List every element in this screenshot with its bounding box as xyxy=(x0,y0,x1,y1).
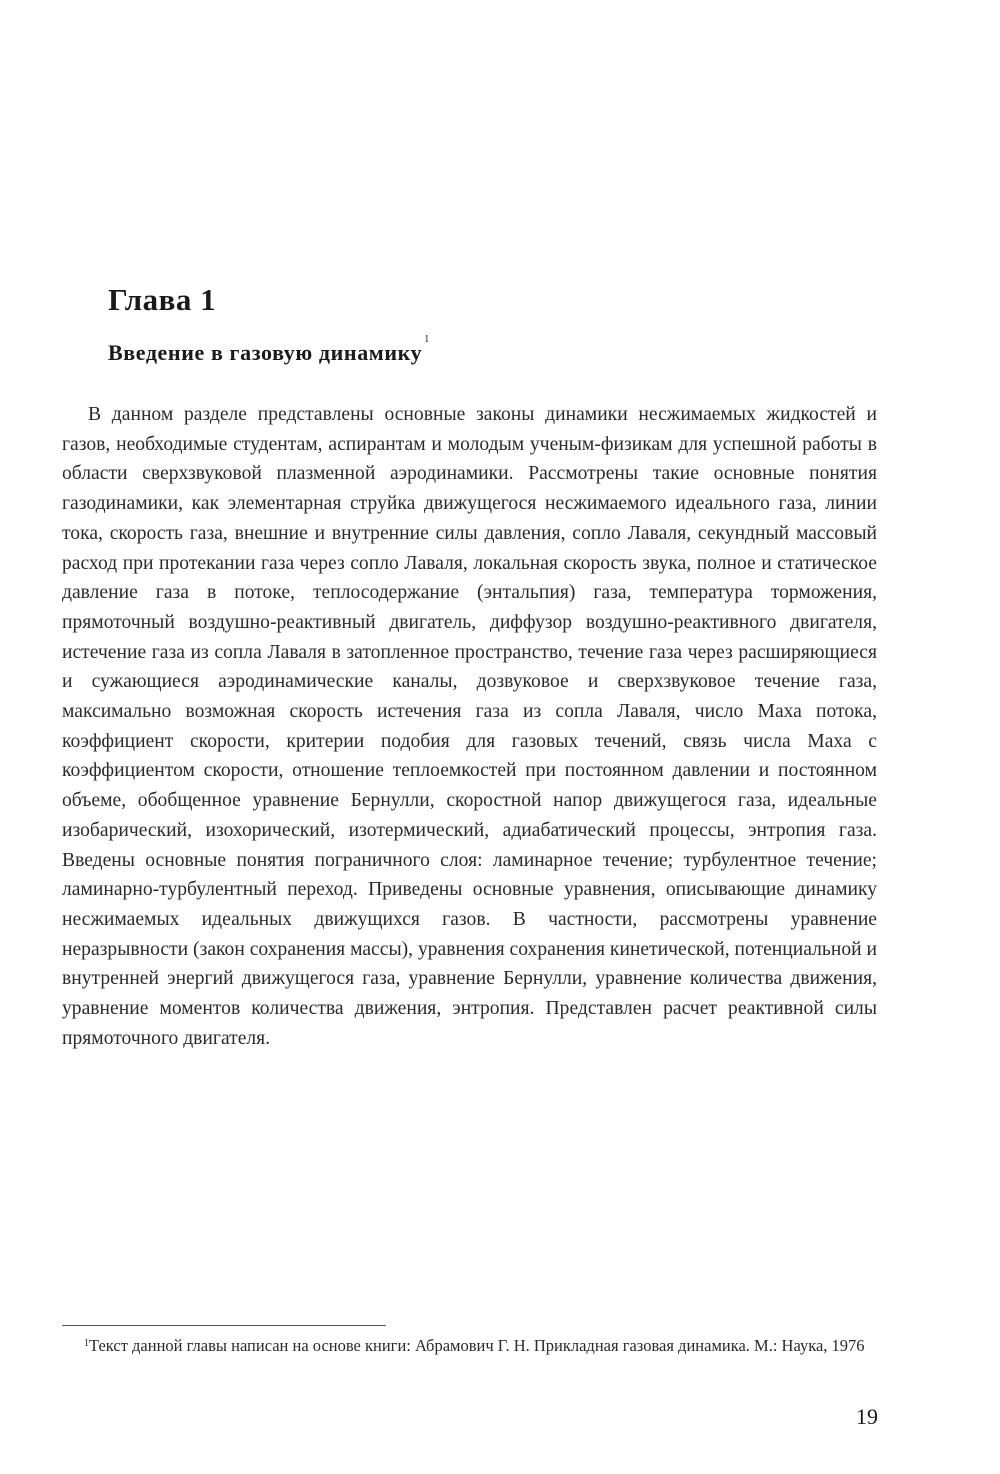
page-number: 19 xyxy=(856,1404,878,1429)
footnote-text: Текст данной главы написан на основе книги: Абрамович Г. Н. Прикладная газовая динамика. М.: Наука, 1976 xyxy=(89,1336,865,1355)
chapter-abstract-paragraph: В данном разделе представлены основные законы динамики несжимаемых жидкостей и газов, необходимые студентам, аспирантам и молодым ученым-физикам для успешной работы в области сверхзвуковой плазменной аэродинамики. Рассмотрены такие основные понятия газодинамики, как элементарная струйка движущегося несжимаемого идеального газа, линии тока, скорость газа, внешние и внутренние силы давления, сопло Лаваля, секундный массовый расход при протекании газа через сопло Лаваля, локальная скорость звука, полное и статическое давление газа в потоке, теплосодержание (энтальпия) газа, температура торможения, прямоточный воздушно-реактивный двигатель, диффузор воздушно-реактивного двигателя, истечение газа из сопла Лаваля в затопленное пространство, течение газа через расширяющиеся и сужающиеся аэродинамические каналы, дозвуковое и сверхзвуковое течение газа, максимально возможная скорость истечения газа из сопла Лаваля, число Маха потока, коэффициент скорости, критерии подобия для газовых течений, связь числа Маха с коэффициентом скорости, отношение теплоемкостей при постоянном давлении и постоянном объеме, обобщенное уравнение Бернулли, скоростной напор движущегося газа, идеальные изобарический, изохорический, изотермический, адиабатический процессы, энтропия газа. Введены основные понятия пограничного слоя: ламинарное течение; турбулентное течение; ламинарно-турбулентный переход. Приведены основные уравнения, описывающие динамику несжимаемых идеальных движущихся газов. В частности, рассмотрены уравнение неразрывности (закон сохранения массы), уравнения сохранения кинетической, потенциальной и внутренней энергий движущегося газа, уравнение Бернулли, уравнение количества движения, уравнение моментов количества движения, энтропия. Представлен расчет реактивной силы прямоточного двигателя. xyxy=(62,404,877,1049)
chapter-number: Глава 1 xyxy=(108,282,217,317)
footnote xyxy=(62,1333,877,1358)
chapter-title xyxy=(108,334,430,366)
footnote-marker: 1 xyxy=(84,1338,89,1349)
chapter-title-text: Введение в газовую динамику xyxy=(108,340,423,365)
footnote-divider xyxy=(62,1325,386,1326)
footnote-reference[interactable]: 1 xyxy=(424,334,430,345)
